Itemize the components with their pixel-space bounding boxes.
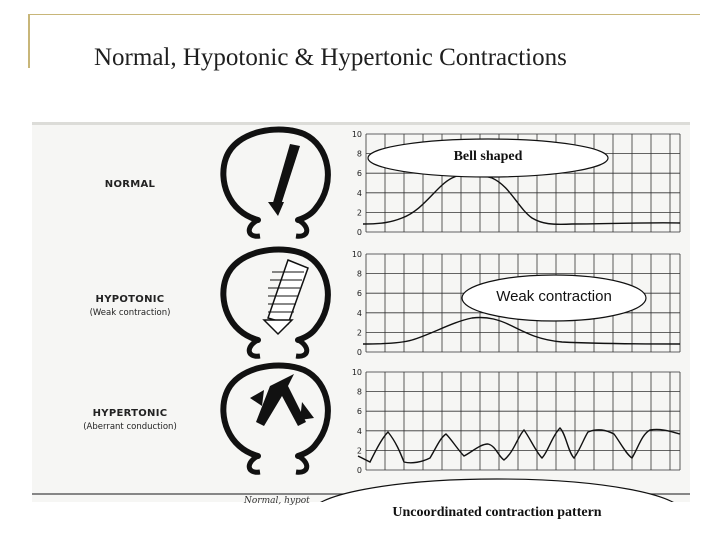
trace-hypotonic — [363, 317, 680, 344]
uterus-normal-icon — [223, 129, 328, 236]
graph-tick-label: 8 — [356, 269, 362, 279]
graph-tick-label: 0 — [356, 228, 362, 237]
graph-tick-label: 6 — [356, 407, 362, 417]
row-sublabel-hypotonic: (Weak contraction) — [89, 308, 171, 318]
uterus-hypotonic-icon — [223, 249, 328, 356]
contraction-figure — [32, 122, 690, 506]
callout-weak-contraction: Weak contraction — [496, 288, 612, 305]
graph-tick-label: 4 — [356, 188, 362, 198]
graph-tick-label: 4 — [356, 426, 362, 436]
callout-bell-shaped: Bell shaped — [453, 149, 523, 164]
graph-tick-label: 0 — [356, 348, 362, 357]
graph-tick-label: 0 — [356, 466, 362, 475]
graph-tick-label: 6 — [356, 289, 362, 299]
graph-tick-label: 8 — [356, 149, 362, 159]
uterus-hypertonic-icon — [223, 365, 328, 472]
figure-caption: Normal, hypot — [244, 496, 310, 506]
graph-tick-label: 6 — [356, 169, 362, 179]
graph-tick-label: 2 — [356, 208, 362, 218]
slide-title: Normal, Hypotonic & Hypertonic Contractions — [94, 44, 567, 71]
uncoordinated-oval — [310, 479, 684, 502]
row-label-hypertonic: HYPERTONIC — [92, 408, 168, 419]
slide-frame-left-line — [28, 14, 30, 68]
callout-uncoordinated-pattern: Uncoordinated contraction pattern — [392, 505, 602, 520]
graph-tick-label: 2 — [356, 328, 362, 338]
row-sublabel-hypertonic: (Aberrant conduction) — [83, 422, 177, 432]
graph-tick-label: 10 — [351, 368, 362, 377]
graph-tick-label: 10 — [351, 250, 362, 259]
graph-tick-label: 10 — [351, 130, 362, 139]
graph-tick-label: 2 — [356, 446, 362, 456]
graph-hypertonic — [352, 368, 680, 475]
slide-frame-top-line — [28, 14, 700, 15]
row-label-hypotonic: HYPOTONIC — [95, 294, 165, 305]
graph-tick-label: 8 — [356, 387, 362, 397]
trace-normal — [363, 174, 680, 224]
graph-tick-label: 4 — [356, 308, 362, 318]
row-label-normal: NORMAL — [104, 179, 156, 190]
